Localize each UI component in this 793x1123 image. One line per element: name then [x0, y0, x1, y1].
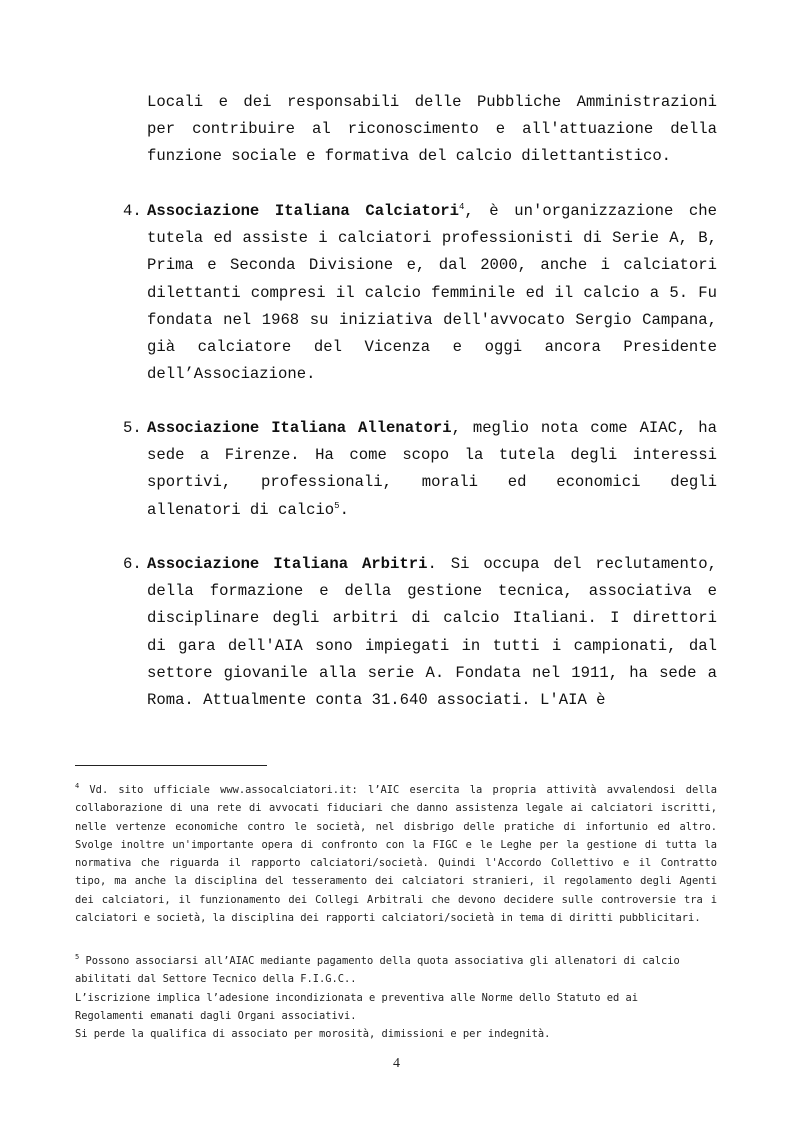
footnote-ref-5[interactable]: 5 [334, 500, 340, 511]
footnote-marker: 4 [75, 782, 80, 790]
footnote-line: abilitati dal Settore Tecnico della F.I.G.C.. [75, 973, 357, 986]
item-title: Associazione Italiana Allenatori [147, 419, 452, 437]
footnote-line-text: Possono associarsi all’AIAC mediante pagamento della quota associativa gli allenatori di calcio [79, 955, 680, 967]
item-tail: . [339, 500, 349, 519]
footnote-line [75, 952, 717, 970]
item-description: . Si occupa del reclutamento, della formazione e della gestione tecnica, associativa e disciplinare degli arbitri di calcio Italiani. I direttori di gara dell'AIA sono impiegati in tutti i campionati, dal settore giovanile alla serie A. Fondata nel 1911, ha sede a Roma. Attualmente conta 31.640 associati. L'AIA è [147, 555, 717, 710]
list-item-aiac [123, 415, 717, 524]
footnote-text: Vd. sito ufficiale www.assocalciatori.it: l’AIC esercita la propria attività avvalendosi della collaborazione di una rete di avvocati fiduciari che danno assistenza legale ai calciatori iscritti, nelle vertenze economiche contro le società, nel disbrigo delle pratiche di infortunio ed altro. Svolge inoltre un'importante opera di confronto con la FIGC e le Leghe per la gestione di tutta la normativa che riguarda il rapporto calciatori/società. Quindi l'Accordo Collettivo e il Contratto tipo, ma anche la disciplina del tesseramento dei calciatori stranieri, il regolamento degli Agenti dei calciatori, il funzionamento dei Collegi Arbitrali che devono decidere sulle controversie tra i calciatori e società, la disciplina dei rapporti calciatori/società in tema di diritti pubblicitari. [75, 784, 717, 925]
footnote-divider [75, 765, 267, 766]
list-item-text [147, 198, 717, 388]
list-number: 6. [123, 555, 142, 573]
footnote-ref-4[interactable]: 4 [458, 202, 465, 212]
item-description: , è un'organizzazione che tutela ed assiste i calciatori professionisti di Serie A, B, Prima e Seconda Divisione e, dal 2000, anche i calciatori dilettanti compresi il calcio femminile ed il calcio a 5. Fu fondata nel 1968 su iniziativa dell'avvocato Sergio Campana, già calciatore del Vicenza e oggi ancora Presidente dell’Associazione. [147, 202, 718, 384]
footnote-marker: 5 [75, 953, 80, 961]
page-number: 4 [393, 1056, 400, 1071]
item-description: , meglio nota come AIAC, ha sede a Firenze. Ha come scopo la tutela degli interessi sportivi, professionali, morali ed economici degli allenatori di calcio [147, 419, 717, 519]
footnote-4 [75, 781, 717, 927]
footnote-line: L’iscrizione implica l’adesione incondizionata e preventiva alle Norme dello Statuto ed ai [75, 991, 639, 1004]
footnote-line: Si perde la qualifica di associato per morosità, dimissioni e per indegnità. [75, 1028, 551, 1041]
item-title: Associazione Italiana Calciatori [147, 202, 459, 220]
footnote-5 [75, 952, 717, 1043]
list-item-text [147, 415, 717, 524]
list-number: 5. [123, 419, 142, 437]
footnote-line: Regolamenti emanati dagli Organi associativi. [75, 1009, 357, 1022]
list-number: 4. [123, 202, 142, 220]
list-item-aic [123, 198, 718, 388]
item-title: Associazione Italiana Arbitri [147, 555, 428, 573]
list-item-text [147, 551, 717, 714]
intro-paragraph: Locali e dei responsabili delle Pubbliche Amministrazioni per contribuire al riconoscimento e all'attuazione della funzione sociale e formativa del calcio dilettantistico. [147, 93, 717, 166]
list-item-aia [123, 551, 717, 714]
